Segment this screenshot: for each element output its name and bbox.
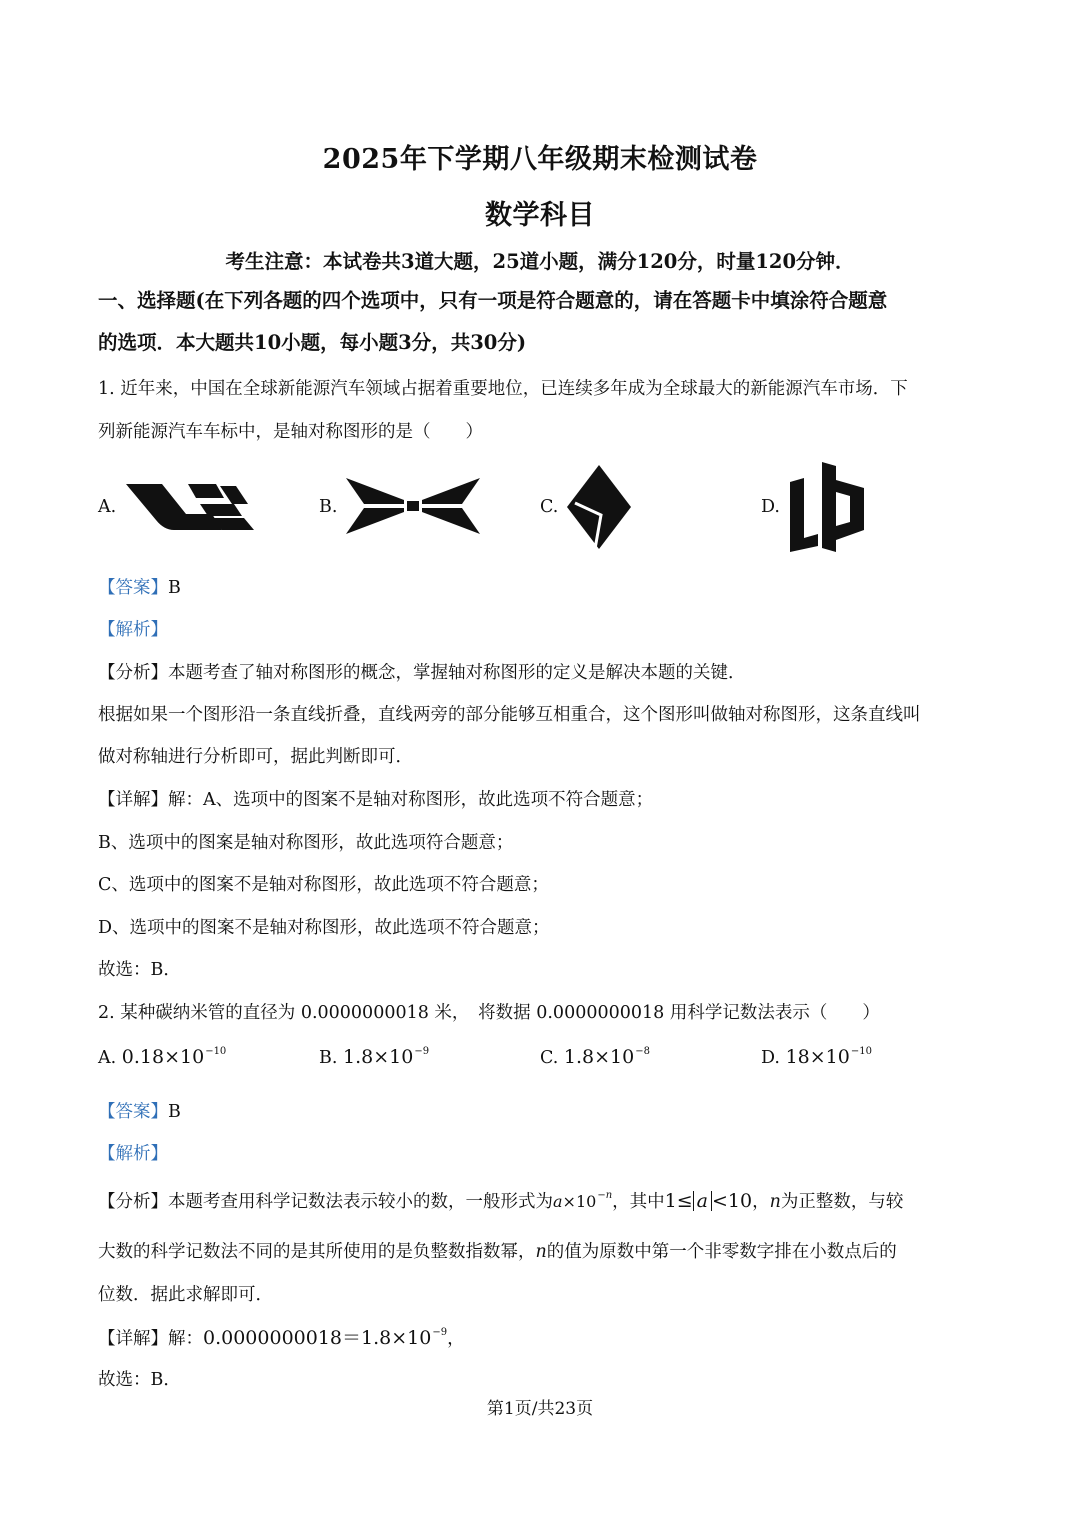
formula-exp: −n xyxy=(597,1190,613,1201)
q2-option-c xyxy=(540,1046,650,1068)
q1-choose-line: 故选：B． xyxy=(98,960,181,980)
q2-analysis-text: 的值为原数中第一个非零数字排在小数点后的 xyxy=(546,1242,897,1262)
section-heading-line2: 的选项．本大题共10小题，每小题3分，共30分) xyxy=(98,331,527,354)
exam-notice: 考生注意：本试卷共3道大题，25道小题，满分120分，时量120分钟． xyxy=(225,250,855,273)
q1-detail-line: B、选项中的图案是轴对称图形，故此选项符合题意； xyxy=(98,833,514,853)
q1-option-a-label: A. xyxy=(98,497,117,517)
q2-detail-line xyxy=(98,1323,988,1350)
formula-base: ×10 xyxy=(562,1192,597,1211)
q2-option-b xyxy=(319,1046,429,1068)
q1-detail-line: D、选项中的图案不是轴对称图形，故此选项不符合题意； xyxy=(98,918,550,938)
q2-analysis-text: 大数的科学记数法不同的是其所使用的是负整数指数幂， xyxy=(98,1242,536,1262)
q2-answer xyxy=(98,1098,988,1123)
q2-analysis-line3: 位数．据此求解即可． xyxy=(98,1285,273,1305)
inequality-left: 1≤ xyxy=(664,1190,693,1212)
exam-subject: 数学科目 xyxy=(485,200,595,231)
inequality-right: <10 xyxy=(711,1190,753,1212)
logo-b-icon xyxy=(344,476,482,536)
page-number: 第1页/共23页 xyxy=(486,1399,594,1419)
answer-tag: 【答案】 xyxy=(98,578,168,598)
q2-option-a-exp: −10 xyxy=(205,1046,227,1057)
q1-stem-line2: 列新能源汽车车标中，是轴对称图形的是（ ） xyxy=(98,422,483,442)
q1-analysis-line: 做对称轴进行分析即可，据此判断即可． xyxy=(98,747,413,767)
q2-detail-exp: −9 xyxy=(432,1327,448,1338)
q2-analysis-text: ，其中 xyxy=(612,1192,665,1212)
q2-option-d-exp: −10 xyxy=(850,1046,872,1057)
q2-detail-text: 【详解】解： xyxy=(98,1329,203,1349)
q2-analysis-line2 xyxy=(98,1238,988,1263)
q2-detail-text: ， xyxy=(447,1329,465,1349)
q2-option-d-base: 18×10 xyxy=(785,1046,850,1068)
q1-answer xyxy=(98,574,988,599)
q1-analysis-tag: 【解析】 xyxy=(98,620,168,640)
q2-stem: 2. 某种碳纳米管的直径为 0.0000000018 米， 将数据 0.0000000018 用科学记数法表示（ ） xyxy=(98,1003,880,1023)
formula-var-a: a xyxy=(553,1192,563,1211)
var-n: n xyxy=(769,1192,781,1212)
q1-analysis-line: 【分析】本题考查了轴对称图形的概念，掌握轴对称图形的定义是解决本题的关键． xyxy=(98,663,746,683)
answer-tag: 【答案】 xyxy=(98,1102,168,1122)
q2-option-c-label: C. xyxy=(540,1048,559,1068)
q2-analysis-text: 【分析】本题考查用科学记数法表示较小的数，一般形式为 xyxy=(98,1192,553,1212)
exam-title: 2025年下学期八年级期末检测试卷 xyxy=(322,144,758,175)
abs-value-a: a xyxy=(693,1191,712,1211)
section-heading xyxy=(98,280,988,364)
q2-option-d xyxy=(761,1046,872,1068)
q2-option-d-label: D. xyxy=(761,1048,780,1068)
logo-c-icon xyxy=(565,463,633,551)
q2-option-a-label: A. xyxy=(98,1048,117,1068)
q2-option-c-base: 1.8×10 xyxy=(563,1046,635,1068)
q2-option-b-exp: −9 xyxy=(414,1046,430,1057)
q1-option-d-label: D. xyxy=(761,497,780,517)
q1-analysis-line: 根据如果一个图形沿一条直线折叠，直线两旁的部分能够互相重合，这个图形叫做轴对称图形，这条直线叫 xyxy=(98,705,921,725)
q2-choose-line: 故选：B． xyxy=(98,1370,181,1390)
logo-a-icon xyxy=(124,478,256,534)
q2-option-b-base: 1.8×10 xyxy=(343,1046,414,1068)
q2-analysis-text: ， xyxy=(752,1192,770,1212)
q2-option-c-exp: −8 xyxy=(635,1046,650,1057)
q1-detail-line: 【详解】解：A、选项中的图案不是轴对称图形，故此选项不符合题意； xyxy=(98,790,654,810)
q2-answer-value: B xyxy=(168,1102,181,1122)
section-heading-line1: 一、选择题(在下列各题的四个选项中，只有一项是符合题意的，请在答题卡中填涂符合题意 xyxy=(98,289,888,312)
q2-option-a-base: 0.18×10 xyxy=(121,1046,205,1068)
q1-answer-value: B xyxy=(168,578,181,598)
q1-option-c-label: C. xyxy=(540,497,559,517)
logo-d-icon xyxy=(788,460,866,554)
q1-detail-line: C、选项中的图案不是轴对称图形，故此选项不符合题意； xyxy=(98,875,549,895)
q2-detail-equation: 0.0000000018＝1.8×10 xyxy=(203,1327,432,1349)
q2-analysis-tag: 【解析】 xyxy=(98,1144,168,1164)
q2-analysis-line1 xyxy=(98,1188,988,1213)
q2-option-a xyxy=(98,1046,226,1068)
q1-stem-line1: 1. 近年来，中国在全球新能源汽车领域占据着重要地位，已连续多年成为全球最大的新能源汽车市场．下 xyxy=(98,379,908,399)
q1-option-b-label: B. xyxy=(319,497,338,517)
var-n: n xyxy=(535,1242,547,1262)
q2-analysis-text: 为正整数，与较 xyxy=(780,1192,904,1212)
q2-option-b-label: B. xyxy=(319,1048,338,1068)
